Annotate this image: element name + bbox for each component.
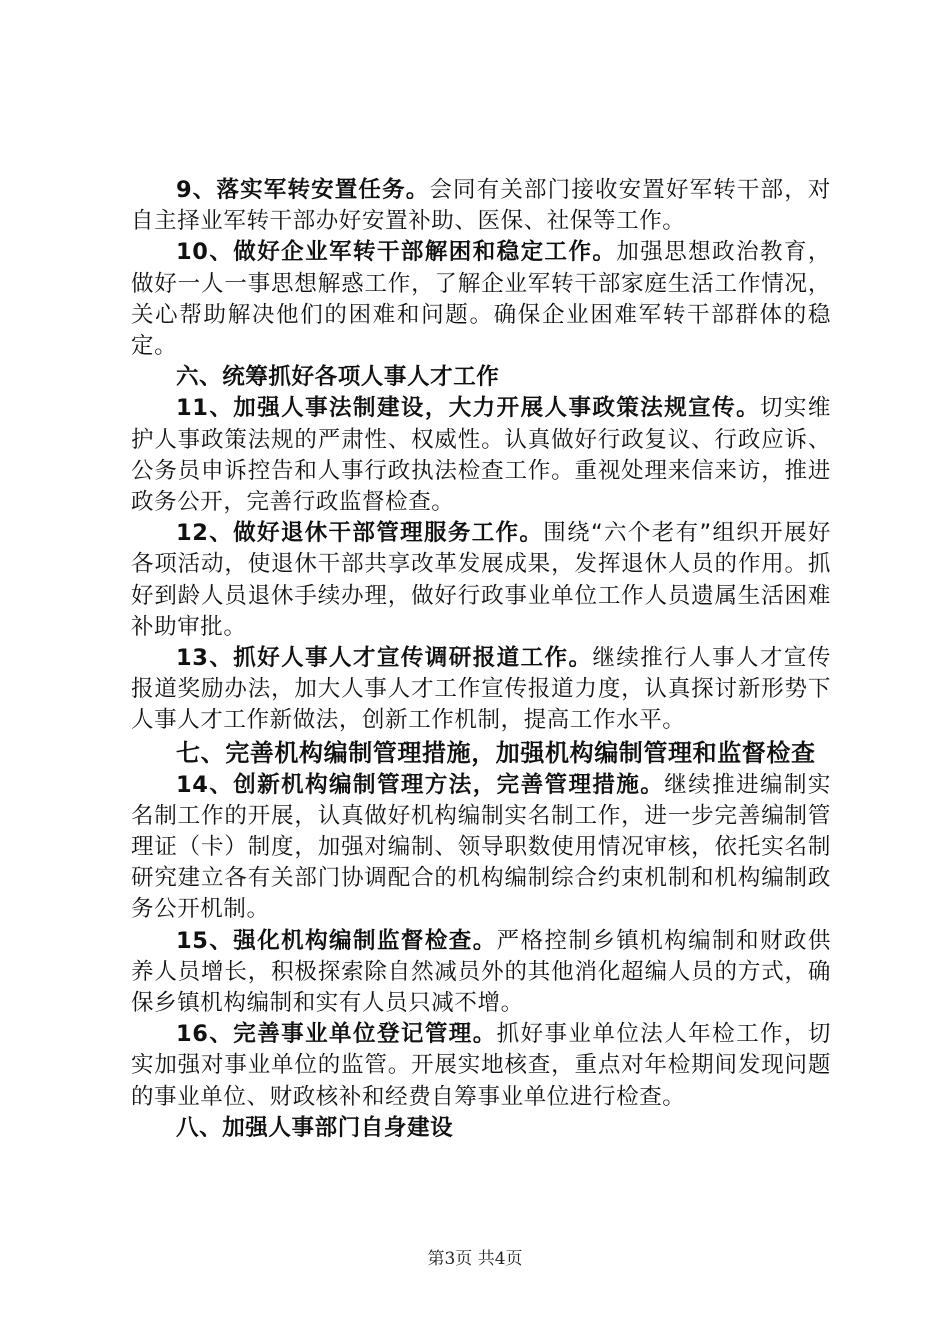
document-body [131,175,831,1144]
paragraph-14 [131,770,831,926]
paragraph-body: 严格控制乡镇机构编制和财政供养人员增长，积极探索除自然减员外的其他消化超编人员的方式，确保乡镇机构编制和实有人员只减不增。 [131,927,831,1017]
paragraph-body: 继续推行人事人才宣传报道奖励办法，加大人事人才工作宣传报道力度，认真探讨新形势下人事人才工作新做法，创新工作机制，提高工作水平。 [131,645,831,734]
paragraph-11 [131,393,831,518]
paragraph-lead: 12、做好退休干部管理服务工作。 [176,520,544,547]
section-heading-7: 七、完善机构编制管理措施，加强机构编制管理和监督检查 [176,738,816,767]
paragraph-body: 加强思想政治教育，做好一人一事思想解惑工作，了解企业军转干部家庭生活工作情况，关心帮助解决他们的困难和问题。确保企业困难军转干部群体的稳定。 [131,239,831,360]
paragraph-16 [131,1019,831,1113]
paragraph-15 [131,926,831,1020]
paragraph-body: 围绕“六个老有”组织开展好各项活动，使退休干部共享改革发展成果，发挥退休人员的作用。抓好到龄人员退休手续办理，做好行政事业单位工作人员遗属生活困难补助审批。 [131,520,831,640]
paragraph-body: 继续推进编制实名制工作的开展，认真做好机构编制实名制工作，进一步完善编制管理证（卡）制度，加强对编制、领导职数使用情况审核，依托实名制研究建立各有关部门协调配合的机构编制综合约束机制和机构编制政务公开机制。 [131,771,831,923]
paragraph-13 [131,643,831,737]
paragraph-body: 会同有关部门接收安置好军转干部，对自主择业军转干部办好安置补助、医保、社保等工作。 [131,177,831,235]
paragraph-lead: 16、完善事业单位登记管理。 [176,1021,497,1048]
section-heading-8: 八、加强人事部门自身建设 [176,1114,454,1141]
paragraph-lead: 13、抓好人事人才宣传调研报道工作。 [176,645,593,672]
paragraph-lead: 14、创新机构编制管理方法，完善管理措施。 [176,771,665,798]
paragraph-body: 抓好事业单位法人年检工作，切实加强对事业单位的监管。开展实地核查，重点对年检期间发现问题的事业单位、财政核补和经费自筹事业单位进行检查。 [131,1021,831,1110]
paragraph-9 [131,175,831,237]
paragraph-10 [131,237,831,362]
section-heading-6: 六、统筹抓好各项人事人才工作 [176,364,500,391]
paragraph-lead: 10、做好企业军转干部解困和稳定工作。 [176,239,617,266]
paragraph-lead: 9、落实军转安置任务。 [176,177,430,203]
paragraph-lead: 15、强化机构编制监督检查。 [176,927,497,954]
paragraph-12 [131,518,831,643]
paragraph-lead: 11、加强人事法制建设，大力开展人事政策法规宣传。 [176,395,761,422]
page-footer: 第3页 共4页 [427,1249,523,1269]
paragraph-body: 切实维护人事政策法规的严肃性、权威性。认真做好行政复议、行政应诉、公务员申诉控告和人事行政执法检查工作。重视处理来信来访，推进政务公开，完善行政监督检查。 [131,395,831,516]
